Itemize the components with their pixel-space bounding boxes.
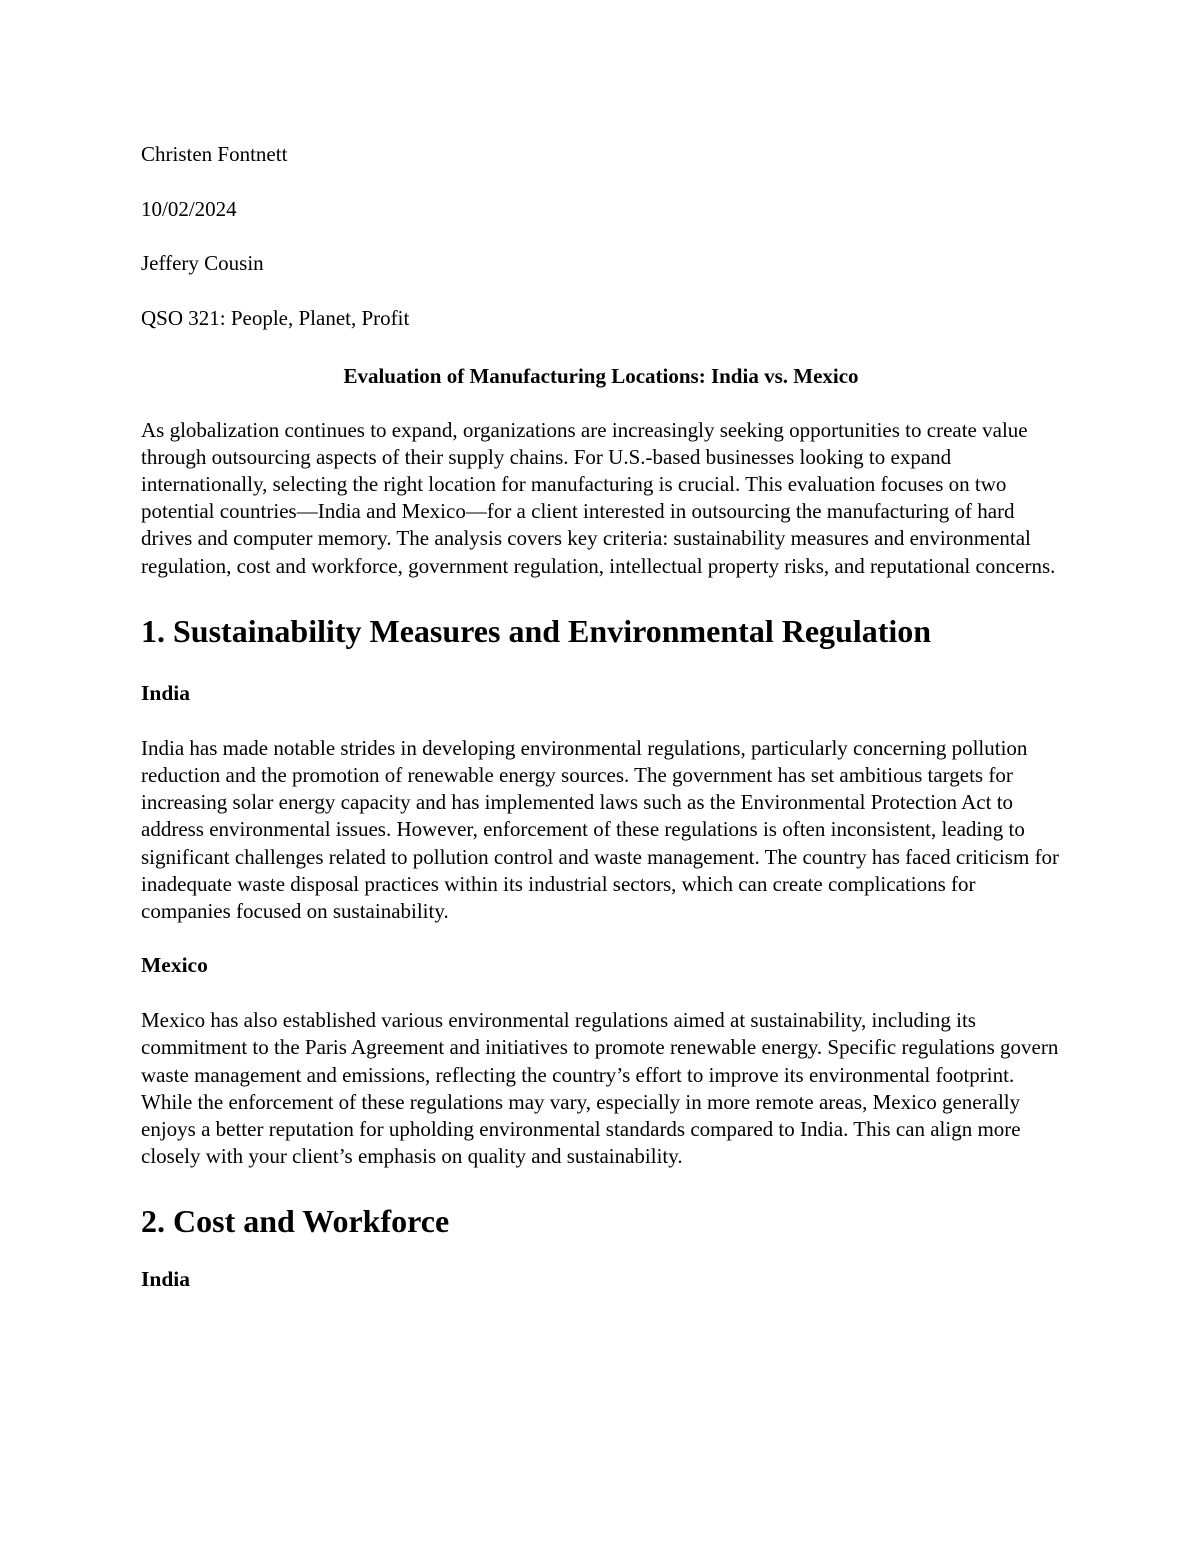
instructor-name: Jeffery Cousin bbox=[141, 251, 264, 275]
subsection-heading-mexico: Mexico bbox=[141, 953, 208, 978]
subsection-heading-india: India bbox=[141, 1267, 191, 1292]
document-date: 10/02/2024 bbox=[141, 196, 237, 221]
document-body bbox=[141, 141, 1061, 1321]
subsection-heading-india: India bbox=[141, 680, 191, 705]
sustainability-india-paragraph: India has made notable strides in developing environmental regulations, particularly concerning pollution reduction and the promotion of renewable energy sources. The government has set ambitious targets for increasing solar energy capacity and has implemented laws such as the Environmental Protection Act to address environmental issues. However, enforcement of these regulations is often inconsistent, leading to significant challenges related to pollution control and waste management. The country has faced criticism for inadequate waste disposal practices within its industrial sectors, which can create complications for companies focused on sustainability. bbox=[141, 735, 1060, 923]
sustainability-mexico-paragraph: Mexico has also established various environmental regulations aimed at sustainability, including its commitment to the Paris Agreement and initiatives to promote renewable energy. Specific regulations govern waste management and emissions, reflecting the country’s effort to improve its environmental footprint. While the enforcement of these regulations may vary, especially in more remote areas, Mexico generally enjoys a better reputation for upholding environmental standards compared to India. This can align more closely with your client’s emphasis on quality and sustainability. bbox=[141, 1008, 1059, 1169]
author-name: Christen Fontnett bbox=[141, 142, 288, 166]
section-heading: 1. Sustainability Measures and Environmental Regulation bbox=[141, 612, 932, 649]
section-cost-workforce bbox=[141, 1203, 1061, 1293]
intro-paragraph: As globalization continues to expand, organizations are increasingly seeking opportunities to create value through outsourcing aspects of their supply chains. For U.S.-based businesses looking to expand internationally, selecting the right location for manufacturing is crucial. This evaluation focuses on two potential countries—India and Mexico—for a client interested in outsourcing the manufacturing of hard drives and computer memory. The analysis covers key criteria: sustainability measures and environmental regulation, cost and workforce, government regulation, intellectual property risks, and reputational concerns. bbox=[141, 417, 1056, 578]
document-title: Evaluation of Manufacturing Locations: India vs. Mexico bbox=[343, 363, 859, 388]
section-sustainability bbox=[141, 613, 1061, 1171]
section-heading: 2. Cost and Workforce bbox=[141, 1203, 450, 1240]
course-name: QSO 321: People, Planet, Profit bbox=[141, 305, 410, 330]
